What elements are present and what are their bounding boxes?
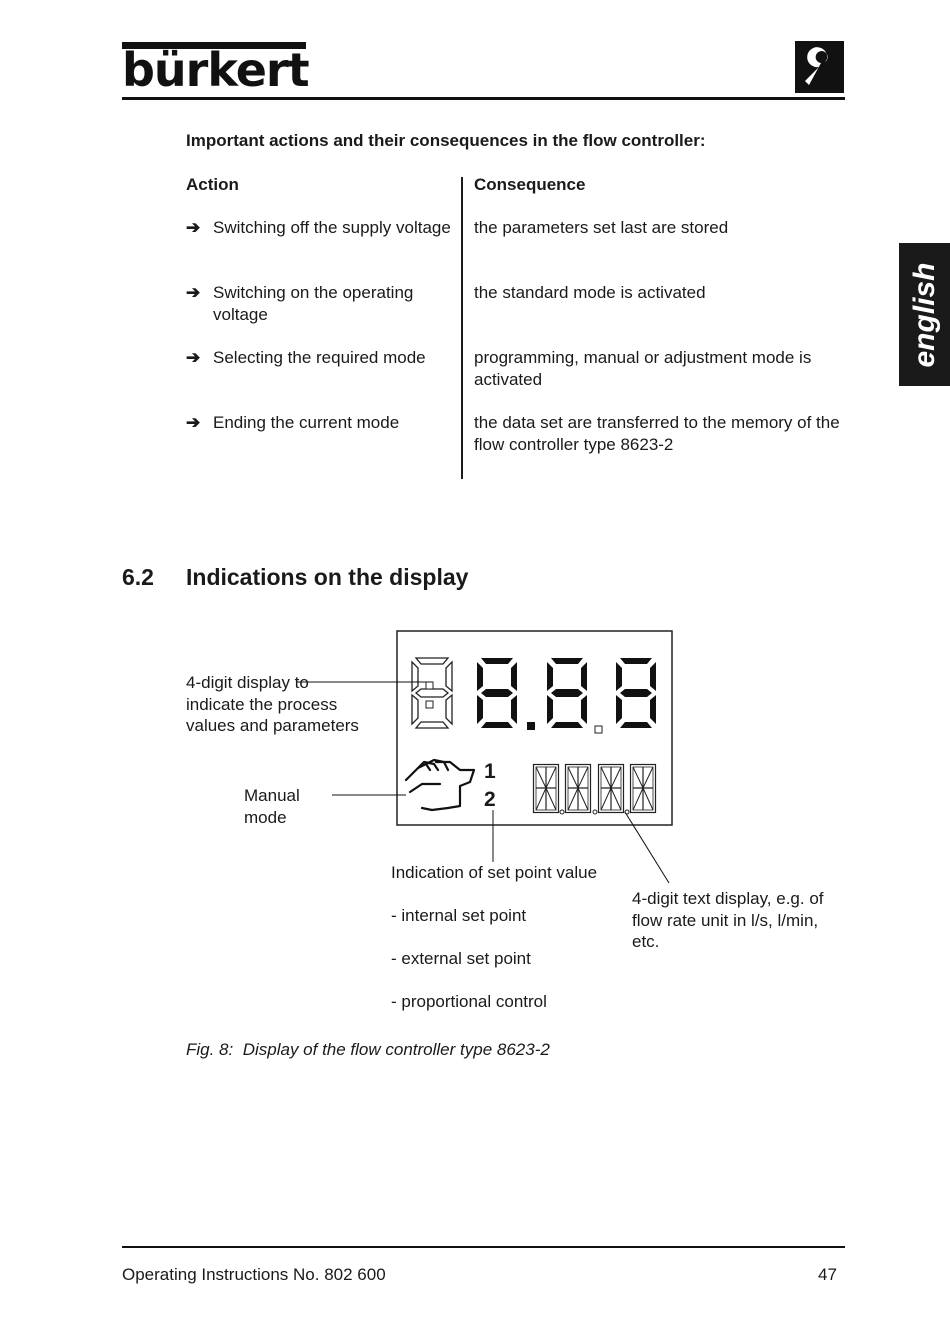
figure-caption [186,1040,550,1060]
figure-caption-text: Display of the flow controller type 8623-2 [242,1040,550,1059]
table-row-consequence: the data set are transferred to the memory of the flow controller type 8623-2 [474,413,840,454]
setpoint-item: - external set point [391,949,531,968]
footer-doc-number: Operating Instructions No. 802 600 [122,1265,386,1284]
lcd-dot [426,682,433,689]
table-row-consequence: the standard mode is activated [474,283,706,302]
arrow-right-icon: ➔ [186,413,201,432]
arrow-right-icon: ➔ [186,348,201,367]
language-tab-label: english [907,261,941,368]
label-set-point: Indication of set point value [391,863,598,882]
table-row-consequence: the parameters set last are stored [474,218,729,237]
table-row-action: ➔ Selecting the required mode [186,348,426,367]
section-title: Indications on the display [186,564,469,590]
setpoint-item: - internal set point [391,906,527,925]
table-row-action: ➔ Switching off the supply voltage [186,218,451,237]
column-head-action: Action [186,175,239,194]
arrow-right-icon: ➔ [186,218,201,237]
footer-rule [122,1246,845,1248]
page-number: 47 [818,1265,837,1284]
lcd-decimal-point [527,722,535,730]
lcd-dot [426,701,433,708]
label-text-display: 4-digit text display, e.g. of flow rate unit in l/s, l/min, etc. [632,889,824,951]
indicator-2: 2 [484,788,496,811]
table-row-consequence: programming, manual or adjustment mode is activated [474,348,812,389]
label-manual-mode: Manual mode [244,786,300,827]
intro-heading: Important actions and their consequences in the flow controller: [186,131,706,150]
column-head-consequence: Consequence [474,175,586,194]
setpoint-item: - proportional control [391,992,547,1011]
arrow-right-icon: ➔ [186,283,201,302]
logo: bürkert [122,43,309,97]
lcd-dot [595,726,602,733]
table-row-action: ➔ Ending the current mode [186,413,400,432]
indicator-1: 1 [484,760,496,783]
section-number: 6.2 [122,564,154,590]
label-4-digit-display: 4-digit display to indicate the process values and parameters [186,673,359,735]
figure-caption-number: Fig. 8: [186,1040,234,1059]
table-row-action: ➔ Switching on the operating voltage [186,283,414,324]
